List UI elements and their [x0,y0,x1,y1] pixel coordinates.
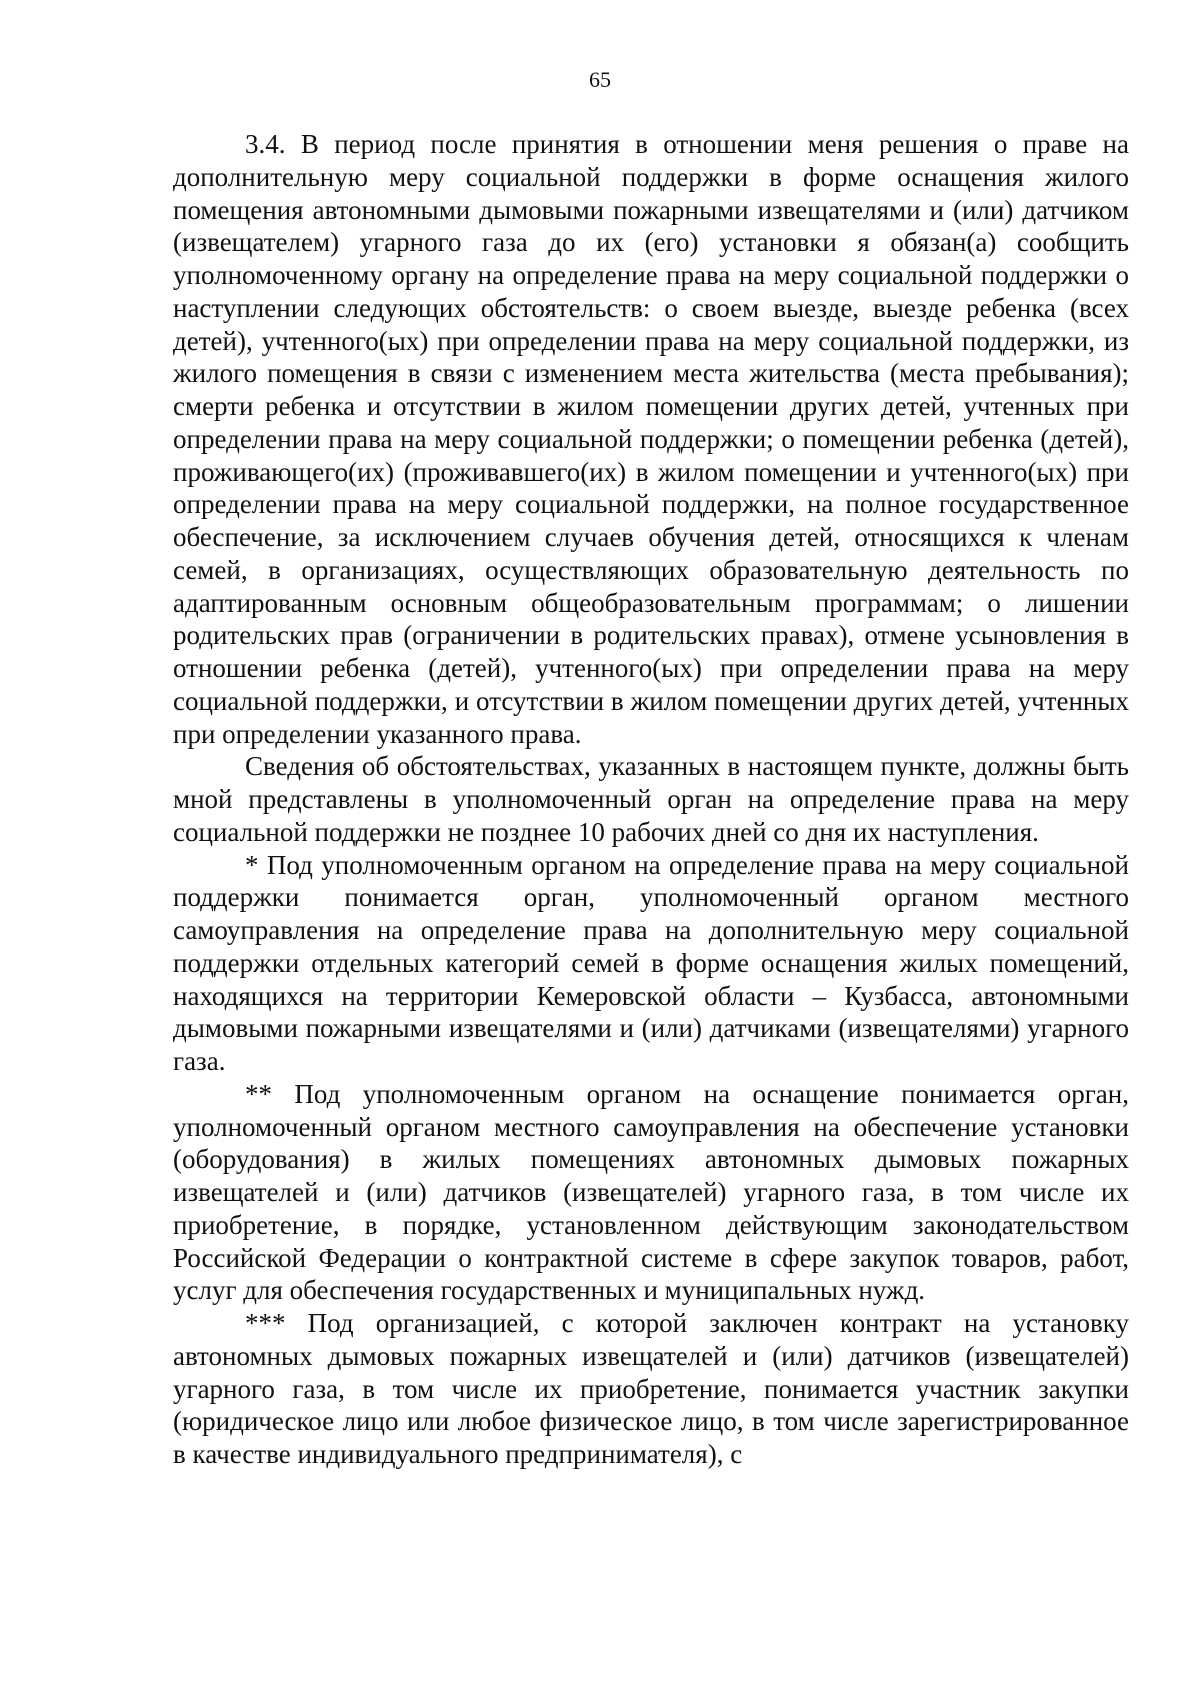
footnote-3: *** Под организацией, с которой заключен контракт на установку автономных дымовых пожарных извещателей и (или) датчиков (извещателей) угарного газа, в том числе их приобретение, понимается участник закупки (юридическое лицо или любое физическое лицо, в том числе зарегистрированное в качестве индивидуального предпринимателя), с [173,1308,1129,1469]
page-number: 65 [589,67,611,92]
paragraph-deadline: Сведения об обстоятельствах, указанных в настоящем пункте, должны быть мной представлены в уполномоченный орган на определение права на меру социальной поддержки не позднее 10 рабочих дней со дня их наступления. [173,751,1129,847]
paragraph-3-4: 3.4. В период после принятия в отношении меня решения о праве на дополнительную меру социальной поддержки в форме оснащения жилого помещения автономными дымовыми пожарными извещателями и (или) датчиком (извещателем) угарного газа до их (его) установки я обязан(а) сообщить уполномоченному органу на определение права на меру социальной поддержки о наступлении следующих обстоятельств: о своем выезде, выезде ребенка (всех детей), учтенного(ых) при определении права на меру социальной поддержки, из жилого помещения в связи с изменением места жительства (места пребывания); смерти ребенка и отсутствии в жилом помещении других детей, учтенных при определении права на меру социальной поддержки; о помещении ребенка (детей), проживающего(их) (проживавшего(их) в жилом помещении и учтенного(ых) при определении права на меру социальной поддержки, на полное государственное обеспечение, за исключением случаев обучения детей, относящихся к членам семей, в организациях, осуществляющих образовательную деятельность по адаптированным основным общеобразовательным программам; о лишении родительских прав (ограничении в родительских правах), отмене усыновления в отношении ребенка (детей), учтенного(ых) при определении права на меру социальной поддержки, и отсутствии в жилом помещении других детей, учтенных при определении указанного права. [173,129,1129,749]
footnote-2: ** Под уполномоченным органом на оснащение понимается орган, уполномоченный органом местного самоуправления на обеспечение установки (оборудования) в жилых помещениях автономных дымовых пожарных извещателей и (или) датчиков (извещателей) угарного газа, в том числе их приобретение, в порядке, установленном действующим законодательством Российской Федерации о контрактной системе в сфере закупок товаров, работ, услуг для обеспечения государственных и муниципальных нужд. [173,1078,1129,1306]
footnote-1: * Под уполномоченным органом на определение права на меру социальной поддержки понимается орган, уполномоченный органом местного самоуправления на определение права на дополнительную меру социальной поддержки отдельных категорий семей в форме оснащения жилых помещений, находящихся на территории Кемеровской области – Кузбасса, автономными дымовыми пожарными извещателями и (или) датчиками (извещателями) угарного газа. [173,849,1129,1076]
document-body [173,128,1129,1471]
